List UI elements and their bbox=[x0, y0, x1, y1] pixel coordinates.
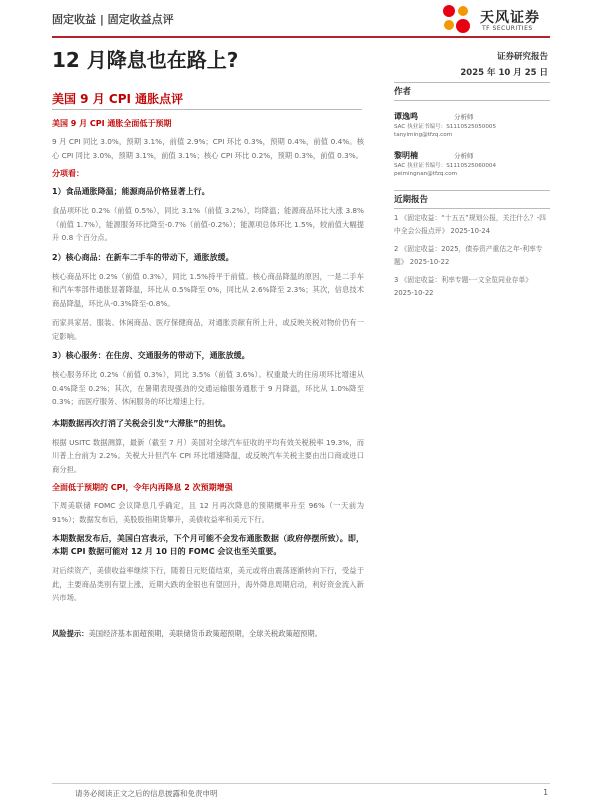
analyst-card bbox=[394, 104, 550, 139]
report-type: 证券研究报告 bbox=[496, 52, 548, 62]
analyst-role: 分析师 bbox=[454, 152, 474, 160]
recent-report-link[interactable] bbox=[394, 212, 550, 238]
section-heading: 全面低于预期的 CPI，令年内再降息 2 次预期增强 bbox=[52, 483, 233, 492]
recent-report-link[interactable] bbox=[394, 274, 550, 300]
risk-warning bbox=[52, 627, 364, 641]
logo-name-en: TF SECURITIES bbox=[482, 25, 533, 32]
recent-report-link[interactable] bbox=[394, 243, 550, 269]
recent-report-title: 2 《固定收益：2025，债券资产重估之年-利率专题》 bbox=[394, 245, 543, 266]
recent-report-date: 2025-10-22 bbox=[394, 289, 434, 297]
recent-report-title: 1 《固定收益：“十五五”规划公报，关注什么？-四中全会公报点评》 bbox=[394, 214, 546, 235]
analyst-email[interactable]: tanyiming@tfzq.com bbox=[394, 132, 453, 138]
bold-heading: 本期数据再次打消了关税会引发“大滞胀”的担忧。 bbox=[52, 418, 231, 428]
bold-heading: 本期数据发布后，美国白宫表示，下个月可能不会发布通胀数据（政府停摆所致）。即，本期 CPI 数据可能对 12 月 10 日的 FOMC 会议也至关重要。 bbox=[52, 534, 364, 556]
recent-report-title: 3 《固定收益：利率专题-一文全览同业存单》 bbox=[394, 276, 533, 284]
bold-heading: 1）食品通胀降温；能源商品价格显著上行。 bbox=[52, 187, 210, 196]
paragraph: 下周美联储 FOMC 会议降息几乎确定，且 12 月再次降息的预期概率升至 96%（一天前为 91%）；数据发布后，美股股指期货攀升，美债收益率和美元下行。 bbox=[52, 501, 364, 524]
section-heading: 分项看： bbox=[52, 169, 84, 178]
logo-icon bbox=[440, 3, 474, 37]
analyst-name: 黎明楠 bbox=[394, 151, 418, 160]
report-date: 2025 年 10 月 25 日 bbox=[460, 68, 548, 78]
risk-text: 美国经济基本面超预期，美联储货币政策超预期，全球关税政策超预期。 bbox=[88, 628, 322, 638]
recent-reports-list bbox=[394, 212, 550, 300]
analyst-cert: SAC 执业证书编号：S1110525050005 bbox=[394, 124, 497, 130]
recent-report-date: 2025-10-22 bbox=[409, 258, 450, 266]
page-title: 12 月降息也在路上? bbox=[52, 48, 239, 72]
analyst-email[interactable]: peimingnan@tfzq.com bbox=[394, 171, 458, 177]
paragraph: 对后续资产，美债收益率继续下行，随着日元贬值结束，美元或将由震荡逐渐转向下行，受益于此，主要商品类别有望上涨，近期大跌的金银也有望回升，海外降息周期启动，利好资金流入新兴市场。 bbox=[52, 566, 364, 602]
paragraph: 9 月 CPI 同比 3.0%，预期 3.1%，前值 2.9%；CPI 环比 0.3%，预期 0.4%，前值 0.4%。核心 CPI 同比 3.0%，预期 3.1%，前值 3.1%；核心 CPI 环比 0.2%，预期 0.3%，前值 0.3%。 bbox=[52, 137, 364, 160]
footer-disclaimer: 请务必阅读正文之后的信息披露和免责申明 bbox=[75, 789, 218, 798]
section-heading: 美国 9 月 CPI 通胀全面低于预期 bbox=[52, 119, 172, 128]
logo-name-cn: 天风证券 bbox=[480, 10, 540, 26]
main-content bbox=[52, 118, 364, 646]
paragraph: 核心商品环比 0.2%（前值 0.3%），同比 1.5%持平于前值。核心商品降温的原因，一是二手车和汽车零部件通胀显著降温，环比从 0.5%降至 0%，同比从 2.6%降至 2.3%；其次，信息技术商品降温，环比从-0.3%降至-0.8%。 bbox=[52, 271, 364, 308]
recent-report-date: 2025-10-24 bbox=[450, 227, 491, 235]
bold-heading: 2）核心商品：在新车二手车的带动下，通胀放缓。 bbox=[52, 252, 234, 262]
paragraph: 根据 USITC 数据测算，最新（截至 7 月）美国对全球汽车征收的平均有效关税税率 19.3%，而川普上台前为 2.2%。关税大升但汽车 CPI 环比增速降温，或反映汽车关税主要由出口商或进口商分担。 bbox=[52, 437, 364, 474]
footer-divider bbox=[52, 783, 550, 784]
page-number: 1 bbox=[543, 788, 548, 797]
analyst-cert: SAC 执业证书编号：S1110525060004 bbox=[394, 163, 497, 169]
header-divider bbox=[52, 36, 550, 38]
report-category: 固定收益 | 固定收益点评 bbox=[52, 13, 174, 26]
risk-label: 风险提示： bbox=[52, 628, 89, 638]
recent-reports-heading: 近期报告 bbox=[394, 190, 550, 209]
subtitle-divider bbox=[52, 109, 362, 110]
report-subtitle: 美国 9 月 CPI 通胀点评 bbox=[52, 92, 184, 106]
company-logo bbox=[440, 3, 552, 37]
authors-heading: 作者 bbox=[394, 82, 550, 101]
sidebar bbox=[394, 82, 550, 305]
analyst-card bbox=[394, 143, 550, 178]
analyst-name: 谭逸鸣 bbox=[394, 112, 418, 121]
paragraph: 核心服务环比 0.2%（前值 0.3%），同比 3.5%（前值 3.6%）。权重最大的住房项环比增速从 0.4%降至 0.2%；其次，在暑期表现强劲的交通运输服务通胀于 9 月降温，环比从 1.0%降至 0.3%；而医疗服务、休闲服务的环比增速上行。 bbox=[52, 370, 364, 406]
paragraph: 而家具家居、服装、休闲商品、医疗保健商品，对通胀贡献有所上升，或反映关税对物价仍有一定影响。 bbox=[52, 318, 364, 341]
bold-heading: 3）核心服务：在住房、交通服务的带动下，通胀放缓。 bbox=[52, 351, 250, 360]
analyst-role: 分析师 bbox=[454, 113, 474, 121]
paragraph: 食品项环比 0.2%（前值 0.5%），同比 3.1%（前值 3.2%），均降温；能源商品环比大涨 3.8%（前值 1.7%），能源服务环比降至-0.7%（前值-0.2%）；能源项总体环比 1.5%，较前值大幅提升 0.8 个百分点。 bbox=[52, 206, 364, 242]
